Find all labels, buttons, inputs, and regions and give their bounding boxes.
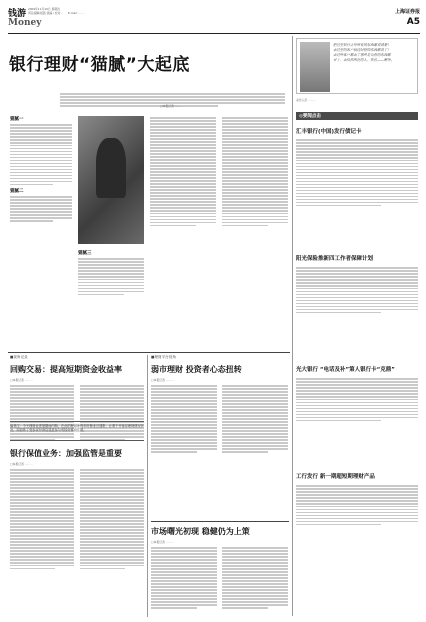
sidebar-tiny: 采访人员 ········· xyxy=(296,98,317,102)
paper-name: 上海证券报 xyxy=(394,9,420,15)
section-name: 钱游 xyxy=(8,9,27,19)
intro-text xyxy=(60,92,285,108)
sidebar-item-title: 汇丰银行(中国)发行债记卡 xyxy=(296,129,362,135)
story-4-rule xyxy=(151,521,289,522)
masthead-rule xyxy=(8,33,420,34)
main-body-col-1 xyxy=(10,116,72,348)
section-label-right: ■理财平台视角 xyxy=(151,355,176,359)
sidebar-quote: 把这里银行之外所有的东西都说清楚！ 卖这里的客户被过时把的东西都说了！ 卖这些客户都卖了那些是当然的东西都 对于，卖给你所在的人，你也——解答。 xyxy=(333,43,395,62)
subhead-3: 猫腻三 xyxy=(78,251,92,256)
page-number: A5 xyxy=(406,17,420,27)
story-byline-2: □本报记者 ········· xyxy=(151,378,174,382)
sidebar-quote-box xyxy=(296,38,418,94)
notice-box xyxy=(10,421,144,441)
sidebar-item xyxy=(296,474,418,594)
main-body-col-4 xyxy=(222,116,288,348)
story-3-col-a xyxy=(10,468,74,571)
story-2-col-a xyxy=(151,384,217,454)
section-name-en: Money xyxy=(8,18,42,28)
sidebar-rule xyxy=(292,36,293,616)
main-body-col-2 xyxy=(78,250,144,348)
section-label-left: ■视角记录 xyxy=(10,355,28,359)
story-byline-3: □本报记者 ········· xyxy=(10,462,33,466)
masthead xyxy=(8,6,420,32)
main-body-col-3 xyxy=(150,116,216,348)
story-2-col-b xyxy=(222,384,288,454)
sidebar-item-title: 工行发行 新一期超短期理财产品 xyxy=(296,474,375,480)
masthead-email: E-mail: ······· xyxy=(68,11,85,15)
sidebar-item xyxy=(296,256,418,364)
main-photo xyxy=(78,116,144,244)
story-byline-1: □本报记者 ········· xyxy=(10,378,33,382)
story-4-col-b xyxy=(222,546,288,610)
main-headline: 银行理财“猫腻”大起底 xyxy=(9,55,190,75)
intro-byline: □本报记者 ········· xyxy=(160,104,183,108)
story-title-4: 市场曙光初现 稳健仍为上策 xyxy=(151,527,250,536)
story-title-2: 弱市理财 投资者心态扭转 xyxy=(151,365,242,374)
story-byline-4: □本报记者 ········· xyxy=(151,540,174,544)
photo-figure xyxy=(96,138,126,198)
sidebar-item xyxy=(296,127,418,253)
story-4-col-a xyxy=(151,546,217,610)
story-3-col-b xyxy=(80,468,144,571)
sidebar-item-title: 阳光保险推新四工作者保障计划 xyxy=(296,256,374,262)
notice-text: 编者注：今天理财业进展期间内购，在此的理财使每年时修业总通报，让着于开客存理财情况状况，如加恢了受参宣付消息显进参与有较好修直注意。 xyxy=(10,423,144,433)
story-title-1: 回购交易：提高短期资金收益率 xyxy=(10,365,122,374)
lower-vrule xyxy=(147,355,148,617)
section-divider xyxy=(8,352,290,353)
masthead-date: 2009年11月19日 星期四 xyxy=(28,7,60,11)
subhead-2: 猫腻二 xyxy=(10,189,24,195)
sidebar-item xyxy=(296,367,418,471)
story-title-3: 银行保值业务：加强监管是重要 xyxy=(10,449,122,458)
news-bar: ◎要闻点击 xyxy=(296,112,418,120)
masthead-editor: 责任编辑/版面 美编 / 校对 · xyxy=(28,11,63,15)
sidebar-list xyxy=(296,124,418,594)
subhead-1: 猫腻一 xyxy=(10,117,24,122)
sidebar-quote-photo xyxy=(300,42,330,92)
sidebar-item-title: 光大银行 “电话及补”第人银行卡“克鼎” xyxy=(296,367,395,373)
